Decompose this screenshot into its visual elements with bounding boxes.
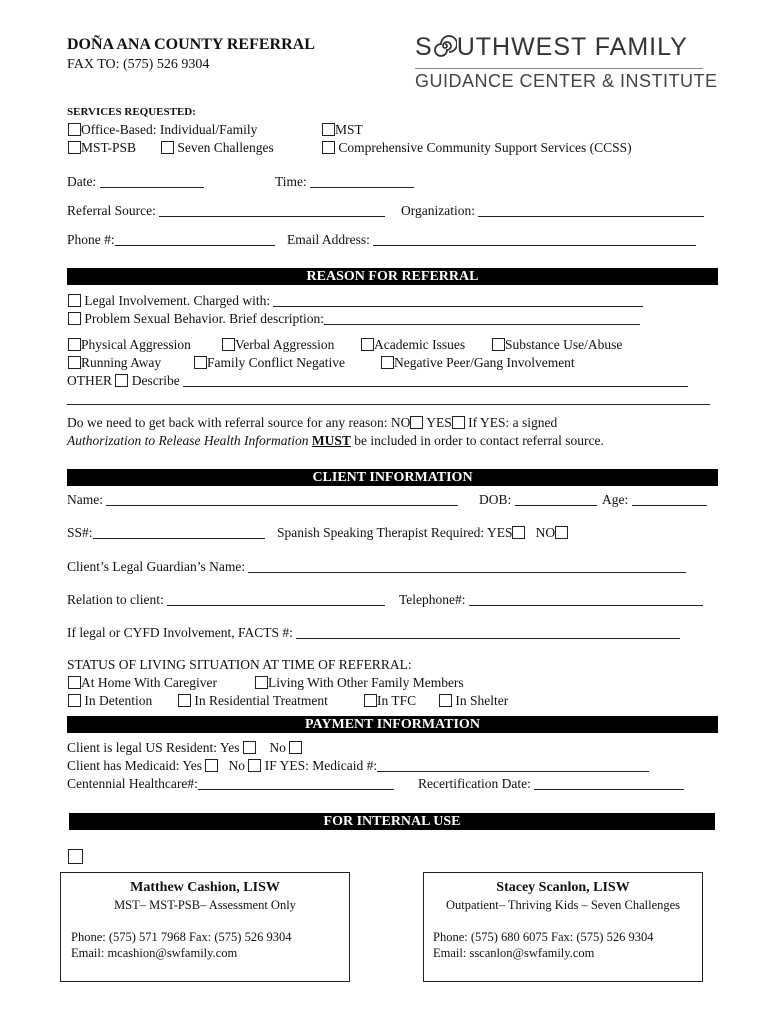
medicaid-number-label: IF YES: Medicaid #: — [264, 758, 378, 773]
recert-field[interactable] — [534, 777, 684, 790]
resident-no-checkbox[interactable] — [289, 741, 302, 754]
psb-checkbox[interactable] — [68, 312, 81, 325]
telephone-row — [399, 592, 703, 608]
contact-phone: Phone: (575) 571 7968 Fax: (575) 526 9304 — [71, 930, 292, 944]
mst-psb-label: MST-PSB — [81, 140, 137, 155]
legal-checkbox[interactable] — [68, 294, 81, 307]
recert-row — [418, 776, 684, 792]
other-checkbox[interactable] — [115, 374, 128, 387]
authorization-title: Authorization to Release Health Information — [67, 433, 309, 448]
must-text: MUST — [311, 433, 351, 448]
residential-checkbox[interactable] — [178, 694, 191, 707]
family-option[interactable] — [194, 355, 345, 371]
shelter-label: In Shelter — [455, 693, 509, 708]
residential-option[interactable] — [178, 693, 328, 709]
relation-row — [67, 592, 385, 608]
spanish-no-label: NO — [535, 525, 556, 540]
services-heading: SERVICES REQUESTED: — [67, 106, 196, 118]
phone-row — [67, 232, 275, 248]
spanish-label: Spanish Speaking Therapist Required: YES — [277, 525, 513, 540]
verbal-option[interactable] — [222, 337, 334, 353]
phone-label: Phone #: — [67, 232, 115, 247]
dob-row — [479, 492, 597, 508]
medicaid-no-checkbox[interactable] — [248, 759, 261, 772]
payment-bar: PAYMENT INFORMATION — [67, 716, 718, 733]
getback-no-checkbox[interactable] — [410, 416, 423, 429]
organization-label: Organization: — [401, 203, 475, 218]
medicaid-label: Client has Medicaid: Yes — [67, 758, 202, 773]
name-label: Name: — [67, 492, 103, 507]
relation-label: Relation to client: — [67, 592, 164, 607]
seven-challenges-checkbox[interactable] — [161, 141, 174, 154]
ss-row — [67, 525, 265, 541]
contact-card-cashion — [60, 872, 350, 982]
service-seven-challenges[interactable] — [161, 140, 274, 156]
peer-checkbox[interactable] — [381, 356, 394, 369]
verbal-label: Verbal Aggression — [235, 337, 335, 352]
legal-field[interactable] — [273, 294, 643, 307]
running-checkbox[interactable] — [68, 356, 81, 369]
internal-option[interactable] — [68, 849, 83, 866]
other-describe-field[interactable] — [183, 374, 688, 387]
contact-email: Email: mcashion@swfamily.com — [71, 946, 238, 960]
physical-option[interactable] — [68, 337, 191, 353]
resident-row — [67, 740, 302, 756]
time-label: Time: — [275, 174, 307, 189]
other-row — [67, 373, 688, 389]
running-option[interactable] — [68, 355, 161, 371]
resident-no-label: No — [269, 740, 286, 755]
age-row — [602, 492, 707, 508]
email-row — [287, 232, 696, 248]
guardian-field[interactable] — [248, 560, 686, 573]
living-status-heading: STATUS OF LIVING SITUATION AT TIME OF REFERRAL: — [67, 657, 412, 672]
email-label: Email Address: — [287, 232, 370, 247]
peer-option[interactable] — [381, 355, 575, 371]
ss-label: SS#: — [67, 525, 93, 540]
tfc-checkbox[interactable] — [364, 694, 377, 707]
other-family-label: Living With Other Family Members — [268, 675, 464, 690]
internal-bar: FOR INTERNAL USE — [69, 813, 715, 830]
home-label: At Home With Caregiver — [81, 675, 218, 690]
contact-name: Stacey Scanlon, LISW — [496, 880, 630, 895]
age-label: Age: — [602, 492, 629, 507]
age-field[interactable] — [632, 493, 707, 506]
psb-row — [68, 311, 640, 327]
time-row — [275, 174, 414, 190]
office-based-label: Office-Based: Individual/Family — [81, 122, 258, 137]
dob-label: DOB: — [479, 492, 512, 507]
guardian-label: Client’s Legal Guardian’s Name: — [67, 559, 246, 574]
contact-program: Outpatient– Thriving Kids – Seven Challenges — [445, 898, 681, 912]
getback-yes-label: YES — [426, 415, 452, 430]
medicaid-no-label: No — [228, 758, 245, 773]
academic-label: Academic Issues — [374, 337, 466, 352]
contact-email: Email: sscanlon@swfamily.com — [433, 946, 595, 960]
referral-source-row — [67, 203, 385, 219]
psb-label: Problem Sexual Behavior. Brief description: — [84, 311, 324, 326]
date-row — [67, 174, 204, 190]
getback-yes-checkbox[interactable] — [452, 416, 465, 429]
medicaid-row — [67, 758, 649, 774]
authorization-note — [67, 433, 604, 449]
spanish-no-checkbox[interactable] — [555, 526, 568, 539]
family-label: Family Conflict Negative — [207, 355, 345, 370]
time-field[interactable] — [310, 175, 414, 188]
email-field[interactable] — [373, 233, 696, 246]
mst-label: MST — [335, 122, 363, 137]
reason-bar: REASON FOR REFERRAL — [67, 268, 718, 285]
logo-text-end: UTHWEST FAMILY — [456, 33, 688, 61]
resident-yes-checkbox[interactable] — [243, 741, 256, 754]
dob-field[interactable] — [515, 493, 597, 506]
academic-checkbox[interactable] — [361, 338, 374, 351]
getback-ifyes-label: If YES: a signed — [468, 415, 558, 430]
substance-checkbox[interactable] — [492, 338, 505, 351]
ccss-checkbox[interactable] — [322, 141, 335, 154]
centennial-label: Centennial Healthcare#: — [67, 776, 198, 791]
family-checkbox[interactable] — [194, 356, 207, 369]
cyfd-row — [67, 625, 680, 641]
peer-label: Negative Peer/Gang Involvement — [394, 355, 575, 370]
spiral-icon — [433, 34, 457, 65]
contact-program: MST– MST-PSB– Assessment Only — [114, 898, 296, 912]
internal-checkbox[interactable] — [68, 849, 83, 864]
ccss-label: Comprehensive Community Support Services (CCSS) — [338, 140, 632, 155]
mst-psb-checkbox[interactable] — [68, 141, 81, 154]
contact-card-scanlon — [423, 872, 703, 982]
other-family-option[interactable] — [255, 675, 464, 691]
medicaid-yes-checkbox[interactable] — [205, 759, 218, 772]
shelter-checkbox[interactable] — [439, 694, 452, 707]
organization-row — [401, 203, 704, 219]
authorization-rest: be included in order to contact referral source. — [354, 433, 604, 448]
ss-field[interactable] — [93, 526, 265, 539]
referral-source-field[interactable] — [159, 204, 385, 217]
getback-row — [67, 415, 557, 431]
centennial-row — [67, 776, 394, 792]
home-option[interactable] — [68, 675, 217, 691]
date-field[interactable] — [100, 175, 204, 188]
home-checkbox[interactable] — [68, 676, 81, 689]
logo — [415, 33, 718, 92]
detention-option[interactable] — [68, 693, 152, 709]
shelter-option[interactable] — [439, 693, 508, 709]
client-bar: CLIENT INFORMATION — [67, 469, 718, 486]
relation-field[interactable] — [167, 593, 385, 606]
name-row — [67, 492, 458, 508]
telephone-field[interactable] — [469, 593, 703, 606]
substance-option[interactable] — [492, 337, 622, 353]
name-field[interactable] — [106, 493, 458, 506]
service-mst[interactable] — [322, 122, 363, 138]
legal-label: Legal Involvement. Charged with: — [84, 293, 271, 308]
running-label: Running Away — [81, 355, 162, 370]
guardian-row — [67, 559, 686, 575]
fax-number: FAX TO: (575) 526 9304 — [67, 57, 210, 72]
service-mst-psb[interactable] — [68, 140, 136, 156]
cyfd-field[interactable] — [296, 626, 680, 639]
other-label: OTHER — [67, 373, 112, 388]
substance-label: Substance Use/Abuse — [505, 337, 623, 352]
service-ccss[interactable] — [322, 140, 632, 156]
describe-label: Describe — [131, 373, 180, 388]
logo-divider — [415, 68, 703, 69]
service-office-based[interactable] — [68, 122, 257, 138]
psb-field[interactable] — [324, 312, 640, 325]
logo-text-start: S — [415, 33, 433, 61]
referral-source-label: Referral Source: — [67, 203, 156, 218]
centennial-field[interactable] — [198, 777, 394, 790]
contact-phone: Phone: (575) 680 6075 Fax: (575) 526 9304 — [433, 930, 654, 944]
spanish-yes-checkbox[interactable] — [512, 526, 525, 539]
other-family-checkbox[interactable] — [255, 676, 268, 689]
logo-subtitle: GUIDANCE CENTER & INSTITUTE — [415, 71, 718, 91]
physical-checkbox[interactable] — [68, 338, 81, 351]
office-based-checkbox[interactable] — [68, 123, 81, 136]
date-label: Date: — [67, 174, 97, 189]
verbal-checkbox[interactable] — [222, 338, 235, 351]
legal-row — [68, 293, 643, 309]
cyfd-label: If legal or CYFD Involvement, FACTS #: — [67, 625, 293, 640]
contact-name: Matthew Cashion, LISW — [130, 880, 280, 895]
tfc-label: In TFC — [377, 693, 417, 708]
resident-label: Client is legal US Resident: Yes — [67, 740, 240, 755]
detention-label: In Detention — [84, 693, 153, 708]
physical-label: Physical Aggression — [81, 337, 191, 352]
form-title: DOÑA ANA COUNTY REFERRAL — [67, 36, 315, 53]
mst-checkbox[interactable] — [322, 123, 335, 136]
recert-label: Recertification Date: — [418, 776, 531, 791]
detention-checkbox[interactable] — [68, 694, 81, 707]
other-describe-field-2[interactable] — [67, 394, 710, 405]
spanish-row — [277, 525, 568, 541]
residential-label: In Residential Treatment — [194, 693, 328, 708]
academic-option[interactable] — [361, 337, 465, 353]
medicaid-number-field[interactable] — [377, 759, 649, 772]
telephone-label: Telephone#: — [399, 592, 466, 607]
getback-label: Do we need to get back with referral source for any reason: NO — [67, 415, 411, 430]
phone-field[interactable] — [115, 233, 275, 246]
organization-field[interactable] — [478, 204, 704, 217]
seven-challenges-label: Seven Challenges — [177, 140, 274, 155]
tfc-option[interactable] — [364, 693, 416, 709]
